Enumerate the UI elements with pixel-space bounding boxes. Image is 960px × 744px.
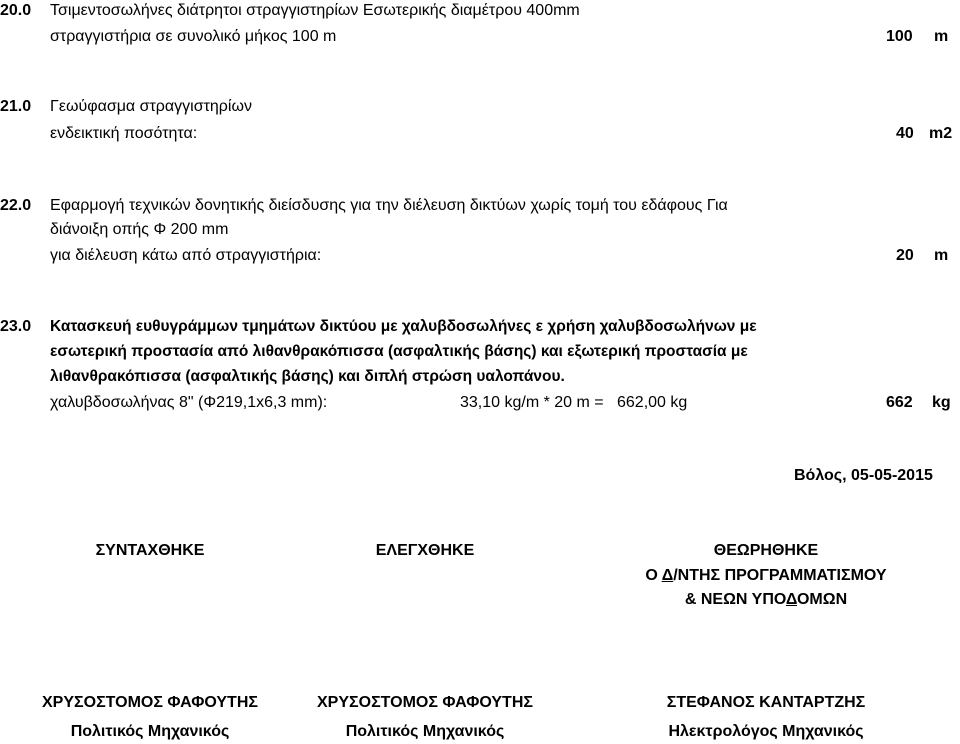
checked-name: ΧΡΥΣΟΣΤΟΜΟΣ ΦΑΦΟΥΤΗΣ (317, 694, 533, 711)
compiled-heading: ΣΥΝΤΑΧΘΗΚΕ (95, 542, 205, 559)
item-20-detail: στραγγιστήρια σε συνολικό μήκος 100 m (50, 28, 337, 45)
approved-role: Ηλεκτρολόγος Μηχανικός (668, 723, 864, 740)
item-23-calculation: 33,10 kg/m * 20 m = (460, 394, 604, 411)
item-23-title-line3: λιθανθρακόπισσα (ασφαλτικής βάσης) και διπλή στρώση υαλοπάνου. (50, 368, 565, 385)
item-21-quantity: 40 (896, 125, 914, 142)
item-21-unit: m2 (929, 125, 953, 142)
item-23-title-line1: Κατασκευή ευθυγράμμων τμημάτων δικτύου με χαλυβδοσωλήνες ε χρήση χαλυβδοσωλήνων με (50, 318, 757, 335)
item-23-quantity: 662 (886, 394, 913, 411)
item-22-unit: m (934, 247, 949, 264)
item-22-quantity: 20 (896, 247, 914, 264)
item-23-unit: kg (932, 394, 951, 411)
item-22-number: 22.0 (0, 197, 32, 214)
date-place: Βόλος, 05-05-2015 (794, 467, 933, 484)
approved-heading: ΘΕΩΡΗΘΗΚΕ (713, 542, 819, 559)
approved-org-line2: & ΝΕΩΝ ΥΠΟΔΟΜΩΝ (684, 591, 848, 608)
checked-role: Πολιτικός Μηχανικός (345, 723, 505, 740)
item-21-detail: ενδεικτική ποσότητα: (50, 125, 198, 142)
approved-org-line1: Ο Δ/ΝΤΗΣ ΠΡΟΓΡΑΜΜΑΤΙΣΜΟΥ (645, 567, 887, 584)
item-23-number: 23.0 (0, 318, 32, 335)
checked-heading: ΕΛΕΓΧΘΗΚΕ (375, 542, 475, 559)
item-22-detail: για διέλευση κάτω από στραγγιστήρια: (50, 247, 322, 264)
item-22-title-line1: Εφαρμογή τεχνικών δονητικής διείσδυσης για την διέλευση δικτύων χωρίς τομή του εδάφους Για (50, 197, 728, 214)
item-22-title-line2: διάνοιξη οπής Φ 200 mm (50, 221, 229, 238)
compiled-name: ΧΡΥΣΟΣΤΟΜΟΣ ΦΑΦΟΥΤΗΣ (42, 694, 258, 711)
item-21-title: Γεωύφασμα στραγγιστηρίων (50, 98, 252, 115)
item-21-number: 21.0 (0, 98, 32, 115)
item-23-detail: χαλυβδοσωλήνας 8" (Φ219,1x6,3 mm): (50, 394, 328, 411)
item-23-title-line2: εσωτερική προστασία από λιθανθρακόπισσα (ασφαλτικής βάσης) και εξωτερική προστασία με (50, 343, 748, 360)
item-20-title: Τσιμεντοσωλήνες διάτρητοι στραγγιστηρίων Εσωτερικής διαμέτρου 400mm (50, 2, 580, 19)
approved-name: ΣΤΕΦΑΝΟΣ ΚΑΝΤΑΡΤΖΗΣ (666, 694, 866, 711)
compiled-role: Πολιτικός Μηχανικός (70, 723, 230, 740)
item-20-unit: m (934, 28, 949, 45)
item-20-number: 20.0 (0, 2, 32, 19)
item-23-calc-result: 662,00 kg (617, 394, 688, 411)
item-20-quantity: 100 (886, 28, 913, 45)
